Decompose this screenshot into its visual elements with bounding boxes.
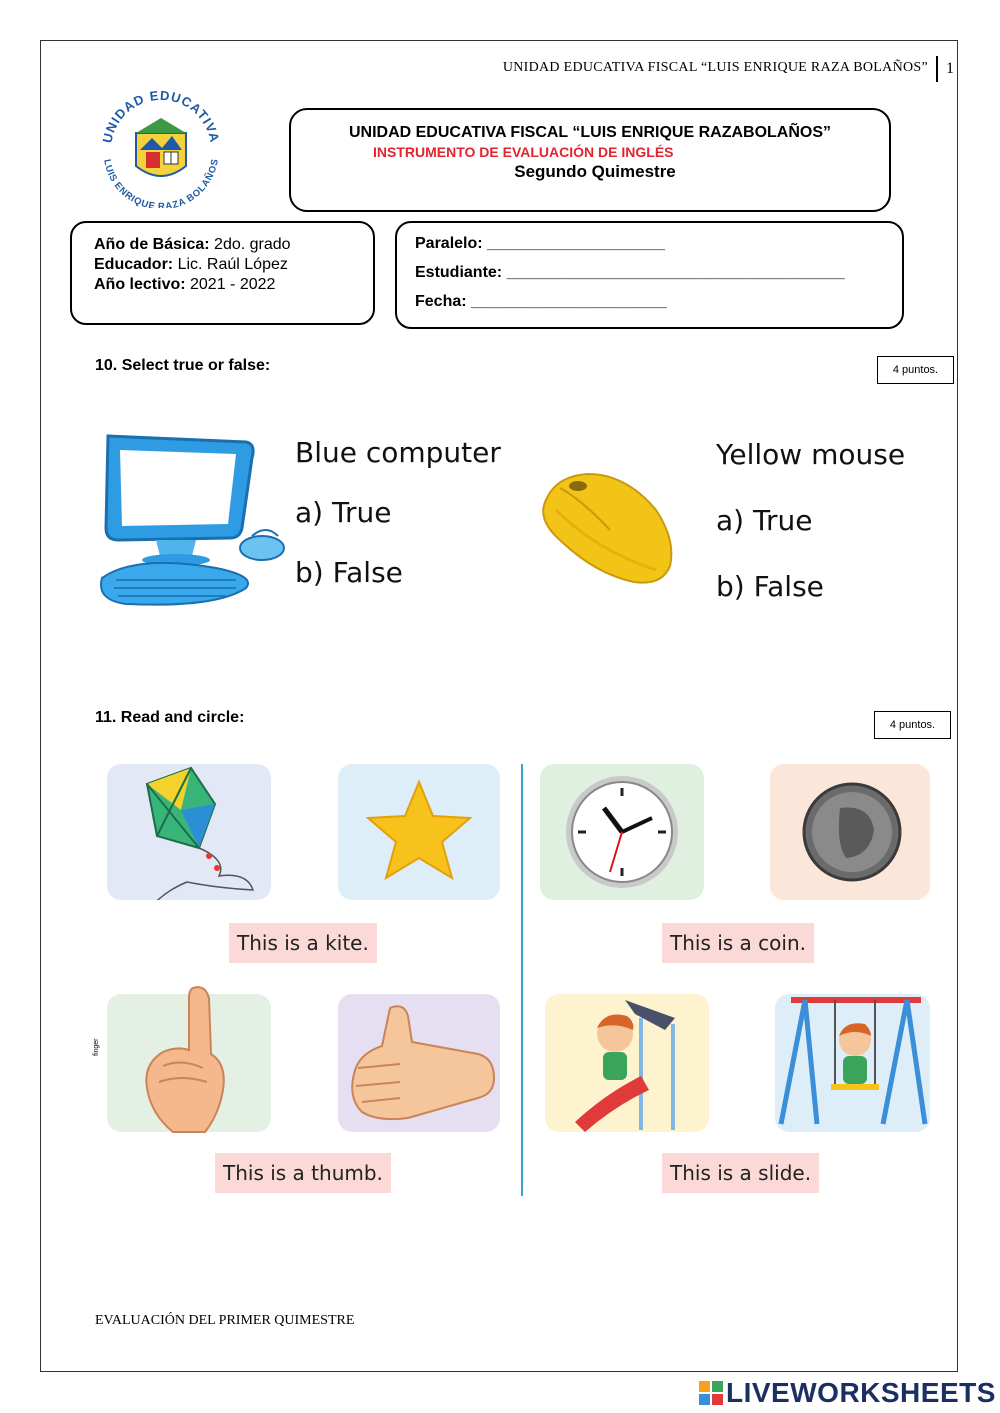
computer-icon <box>96 428 288 612</box>
school-name: UNIDAD EDUCATIVA FISCAL “LUIS ENRIQUE RAZABOLAÑOS” <box>348 124 832 141</box>
kite-card[interactable] <box>107 764 271 900</box>
star-icon <box>338 764 500 900</box>
clock-icon <box>540 764 704 900</box>
evaluation-instrument: INSTRUMENTO DE EVALUACIÓN DE INGLÉS <box>373 144 674 160</box>
column-divider <box>521 764 523 1196</box>
mouse-icon <box>536 470 674 585</box>
title-box <box>289 108 891 212</box>
liveworksheets-brand[interactable] <box>698 1378 996 1408</box>
school-logo <box>96 88 226 208</box>
slide-card[interactable] <box>545 994 709 1132</box>
school-year-value: 2021 - 2022 <box>185 276 276 293</box>
finger-card[interactable] <box>107 994 271 1132</box>
star-card[interactable] <box>338 764 500 900</box>
slide-icon <box>545 994 709 1132</box>
coin-icon <box>770 764 930 900</box>
grade-value: 2do. grado <box>209 236 291 253</box>
sentence-4[interactable]: This is a slide. <box>662 1153 819 1193</box>
student-name-field[interactable]: Estudiante: ______________________________________ <box>415 264 845 281</box>
item1-option-false[interactable]: b) False <box>295 556 403 589</box>
sentence-1[interactable]: This is a kite. <box>229 923 377 963</box>
finger-icon <box>107 994 271 1132</box>
item2-title: Yellow mouse <box>716 438 906 471</box>
item2-option-true[interactable]: a) True <box>716 504 813 537</box>
question-11-title: 11. Read and circle: <box>95 709 245 726</box>
running-header: UNIDAD EDUCATIVA FISCAL “LUIS ENRIQUE RAZA BOLAÑOS” <box>502 60 928 75</box>
logo-top-text: UNIDAD EDUCATIVA <box>99 88 223 145</box>
teacher-row <box>94 256 288 274</box>
sentence-3[interactable]: This is a thumb. <box>215 1153 391 1193</box>
course-info-box <box>70 221 375 325</box>
coin-card[interactable] <box>770 764 930 900</box>
teacher-label: Educador: <box>94 256 174 273</box>
thumb-card[interactable] <box>338 994 500 1132</box>
period-label: Segundo Quimestre <box>514 162 676 181</box>
kite-icon <box>107 764 271 900</box>
item1-option-true[interactable]: a) True <box>295 496 392 529</box>
item2-option-false[interactable]: b) False <box>716 570 824 603</box>
date-field[interactable]: Fecha: ______________________ <box>415 293 667 310</box>
swing-card[interactable] <box>775 994 930 1132</box>
finger-side-note: finger <box>93 1038 100 1056</box>
clock-card[interactable] <box>540 764 704 900</box>
paralelo-field[interactable]: Paralelo: ____________________ <box>415 235 665 252</box>
school-year-row <box>94 276 275 294</box>
grade-row <box>94 236 291 254</box>
question-10-title: 10. Select true or false: <box>95 357 271 374</box>
liveworksheets-brand-text: LIVEWORKSHEETS <box>726 1377 996 1408</box>
grade-label: Año de Básica: <box>94 236 210 253</box>
student-info-box <box>395 221 904 329</box>
thumb-icon <box>338 994 500 1132</box>
footer-text: EVALUACIÓN DEL PRIMER QUIMESTRE <box>95 1313 355 1328</box>
question-10-points: 4 puntos. <box>877 356 954 384</box>
logo-bottom-text: LUIS ENRIQUE RAZA BOLAÑOS <box>101 158 221 208</box>
header-divider <box>936 56 938 82</box>
page-number: 1 <box>946 60 954 77</box>
teacher-value: Lic. Raúl López <box>173 256 288 273</box>
item1-title: Blue computer <box>295 436 501 469</box>
swing-icon <box>775 994 930 1132</box>
school-year-label: Año lectivo: <box>94 276 186 293</box>
question-11-points: 4 puntos. <box>874 711 951 739</box>
sentence-2[interactable]: This is a coin. <box>662 923 814 963</box>
liveworksheets-logo-icon <box>698 1380 724 1406</box>
